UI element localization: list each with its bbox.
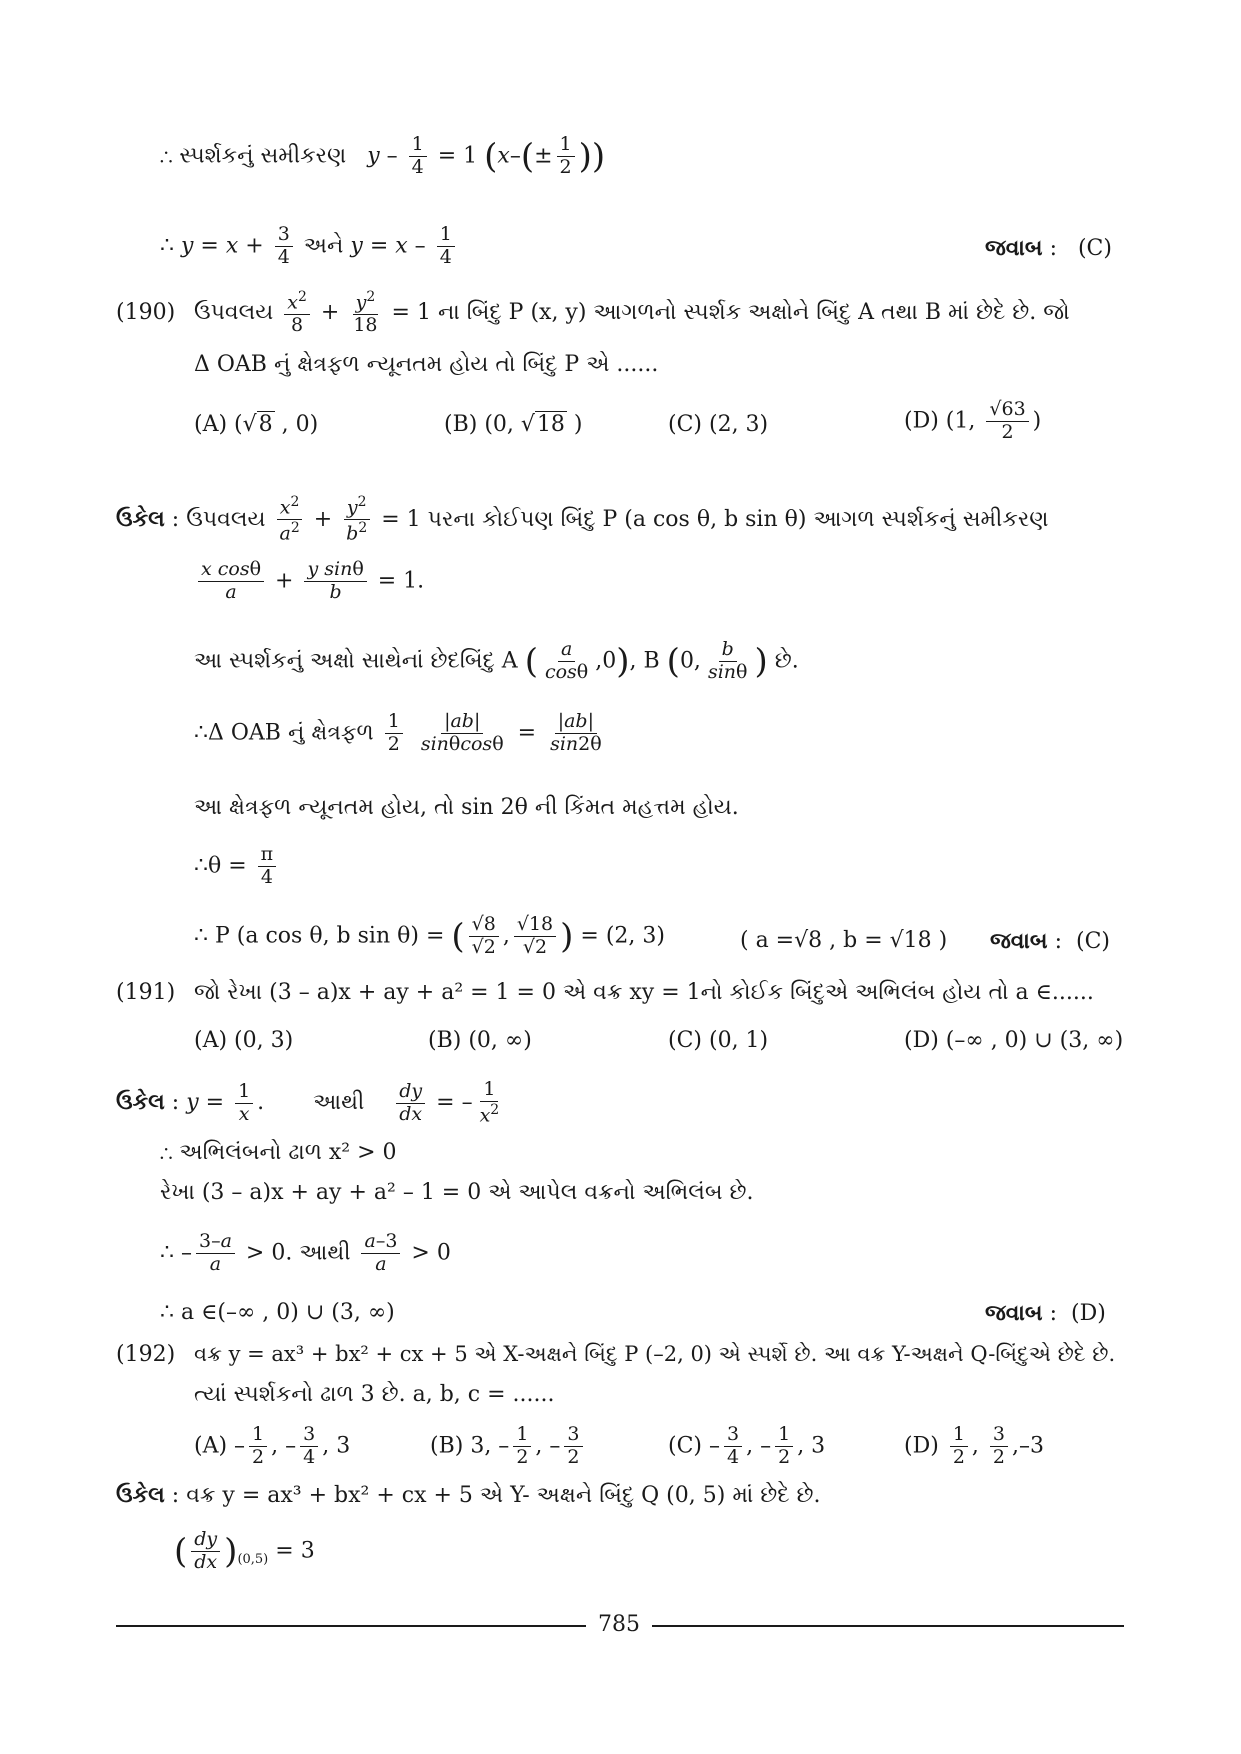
footer-rule-right — [652, 1625, 1124, 1627]
minimum-area-line: આ ક્ષેત્રફળ ન્યૂનતમ હોય, તો sin 2θ ની કિંમત મહત્તમ હોય. — [194, 795, 739, 820]
hence-word: આથી — [313, 1090, 365, 1116]
option-192-c: (C) – $\frac{3}{4}$ , – $\frac{1}{2}$ , 3 — [668, 1423, 826, 1468]
option-191-d: (D) (–∞ , 0) ∪ (3, ∞) — [904, 1028, 1124, 1053]
theta-line: ∴θ = $\frac{\pi}{4}$ — [194, 845, 280, 888]
option-191-a: (A) (0, 3) — [194, 1028, 294, 1053]
area-text: ∴Δ OAB નું ક્ષેત્રફળ — [194, 720, 374, 746]
option-191-b: (B) (0, ∞) — [428, 1028, 532, 1053]
page-number: 785 — [598, 1612, 640, 1637]
derivative-value: = 3 — [275, 1538, 315, 1564]
tangent-equation-line: ∴ સ્પર્શકનું સમીકરણ y – $\frac{1}{4}$ = 1 (x–(± $\frac{1}{2}$ )) — [160, 133, 606, 178]
solution-191-line1: ઉકેલ : y = $\frac{1}{x}$ . આથી $\frac{dy}{dx}$ = – $\frac{1}{x^2}$ — [116, 1078, 500, 1127]
point-p-line: ∴ P (a cos θ, b sin θ) = ( $\frac{√8}{√2}$ , $\frac{√18}{√2}$ ) = (2, 3) — [194, 913, 665, 958]
normal-slope-line: ∴ અભિલંબનો ઢાળ x² > 0 — [160, 1140, 397, 1165]
intercepts-line: આ સ્પર્શકનું અક્ષો સાથેનાં છેદબિંદુ A ( $\frac{a}{\cos\theta}$ ,0), B (0, $\frac{b}{\sin\theta}$ ) છે. — [194, 638, 799, 683]
ellipse-word: ઉપવલય — [186, 506, 266, 532]
solution-label: ઉકેલ — [116, 1482, 165, 1508]
point-p-text: ∴ P (a cos θ, b sin θ) = — [194, 923, 445, 949]
and-word: અને — [303, 233, 344, 259]
normal-line-statement: રેખા (3 – a)x + ay + a² – 1 = 0 એ આપેલ વક્રનો અભિલંબ છે. — [160, 1180, 754, 1205]
option-190-b: (B) (0, √18 ) — [444, 412, 583, 437]
answer-190: જવાબ : (C) — [990, 928, 1110, 954]
option-190-a: (A) (√8 , 0) — [194, 412, 319, 437]
answer-value: (D) — [1070, 1301, 1106, 1326]
question-number-190: (190) — [116, 300, 176, 325]
option-190-c: (C) (2, 3) — [668, 412, 769, 437]
option-192-d: (D) $\frac{1}{2}$ , $\frac{3}{2}$ ,–3 — [904, 1423, 1044, 1468]
a-range-line: ∴ a ∈(–∞ , 0) ∪ (3, ∞) — [160, 1300, 395, 1325]
intercepts-text: આ સ્પર્શકનું અક્ષો સાથેનાં છેદબિંદુ A — [194, 648, 518, 674]
tangent-result-line: ∴ y = x + $\frac{3}{4}$ અને y = x – $\frac{1}{4}$ — [160, 225, 459, 268]
area-line: ∴Δ OAB નું ક્ષેત્રફળ $\frac{1}{2}$ $\frac{|ab|}{\sin\theta\cos\theta}$ = $\frac{|ab|}{\sin 2\theta}$ — [194, 710, 602, 755]
therefore-symbol: ∴ — [160, 233, 174, 259]
question-190-line1: ઉપવલય $\frac{x^2}{8}$ + $\frac{y^2}{18}$ = 1 ના બિંદુ P (x, y) આગળનો સ્પર્શક અક્ષોને બિંદુ A તથા B માં છેદે છે. જો — [194, 289, 1070, 337]
question-number-192: (192) — [116, 1342, 176, 1367]
theta-text: ∴θ = — [194, 853, 247, 879]
inequality-line: ∴ – $\frac{3-a}{a}$ > 0. આથી $\frac{a-3}{a}$ > 0 — [160, 1230, 451, 1275]
answer-191: જવાબ : (D) — [985, 1300, 1106, 1326]
question-number-191: (191) — [116, 980, 176, 1005]
tangent-form: $\frac{\text{x cosθ}}{a}$ + $\frac{\text{y sinθ}}{b}$ = 1. — [194, 560, 424, 603]
solution-192-line1: ઉકેલ : વક્ર y = ax³ + bx² + cx + 5 એ Y- અક્ષને બિંદુ Q (0, 5) માં છેદે છે. — [116, 1482, 821, 1508]
question-text: ના બિંદુ P (x, y) આગળનો સ્પર્શક અક્ષોને બિંદુ A તથા B માં છેદે છે. જો — [437, 300, 1070, 326]
question-190-line2: Δ OAB નું ક્ષેત્રફળ ન્યૂનતમ હોય તો બિંદુ P એ ...... — [194, 352, 659, 377]
option-190-d: (D) (1, $\frac{√63}{2}$ ) — [904, 398, 1042, 443]
answer-label: જવાબ — [985, 1300, 1043, 1326]
answer-label: જવાબ — [985, 235, 1043, 261]
option-192-a: (A) – $\frac{1}{2}$ , – $\frac{3}{4}$ , 3 — [194, 1423, 351, 1468]
ellipse-word: ઉપવલય — [194, 300, 274, 326]
inequality-text: > 0. આથી — [245, 1240, 351, 1266]
is-word: છે. — [774, 648, 799, 674]
solution-190-line1: ઉકેલ : ઉપવલય $\frac{x^2}{a^2}$ + $\frac{y^2}{b^2}$ = 1 પરના કોઈપણ બિંદુ P (a cos θ, b sin θ) આગળ સ્પર્શકનું સમીકરણ — [116, 494, 1049, 545]
option-192-b: (B) 3, – $\frac{1}{2}$ , – $\frac{3}{2}$ — [430, 1425, 587, 1468]
question-192-line1: વક્ર y = ax³ + bx² + cx + 5 એ X-અક્ષને બિંદુ P (–2, 0) એ સ્પર્શે છે. આ વક્ર Y-અક્ષને Q-બિંદુએ છેદે છે. — [194, 1342, 1116, 1366]
solution-label: ઉકેલ — [116, 1089, 165, 1116]
point-p-result: = (2, 3) — [580, 923, 665, 949]
solution-text: વક્ર y = ax³ + bx² + cx + 5 એ Y- અક્ષને બિંદુ Q (0, 5) માં છેદે છે. — [186, 1483, 821, 1508]
solution-text: પરના કોઈપણ બિંદુ P (a cos θ, b sin θ) આગળ સ્પર્શકનું સમીકરણ — [427, 506, 1049, 532]
answer-189: જવાબ : (C) — [985, 235, 1112, 261]
question-192-line2: ત્યાં સ્પર્શકનો ઢાળ 3 છે. a, b, c = ...... — [194, 1382, 555, 1407]
solution-label: ઉકેલ — [116, 505, 165, 532]
footer-rule-left — [116, 1625, 586, 1627]
option-191-c: (C) (0, 1) — [668, 1028, 769, 1053]
answer-value: (C) — [1075, 929, 1110, 954]
answer-label: જવાબ — [990, 928, 1048, 954]
ab-values: ( a =√8 , b = √18 ) — [740, 928, 948, 953]
derivative-value-line: ( $\frac{dy}{dx}$ )$_{(0,5)} = 3$ — [174, 1528, 315, 1573]
inequality-end: > 0 — [411, 1240, 451, 1266]
question-191-text: જો રેખા (3 – a)x + ay + a² = 1 = 0 એ વક્ર xy = 1નો કોઈક બિંદુએ અભિલંબ હોય તો a ∈...... — [194, 980, 1094, 1005]
text-span: ∴ સ્પર્શકનું સમીકરણ — [160, 143, 347, 169]
answer-value: (C) — [1077, 236, 1112, 261]
